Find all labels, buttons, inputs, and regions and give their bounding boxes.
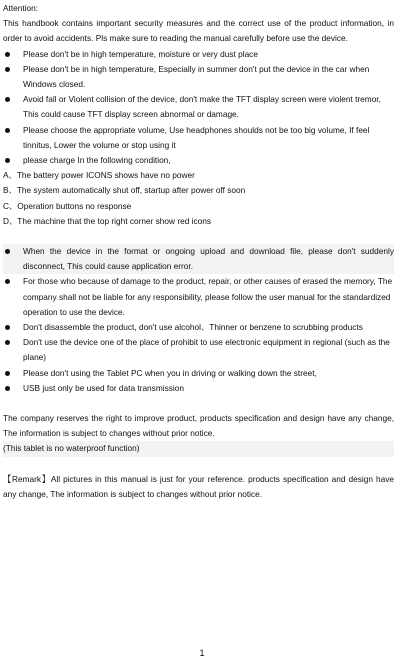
bullet-icon — [5, 128, 10, 133]
list-item: Avoid fall or Violent collision of the device, don't make the TFT display screen were violent tremor, This could cause TFT display screen abnormal or damage. — [3, 92, 394, 122]
spacer — [3, 229, 394, 244]
bullet-icon — [5, 158, 10, 163]
intro-paragraph: This handbook contains important security measures and the correct use of the product information, in order to avoid accidents. Pls make sure to reading the manual carefully before use the device. — [3, 18, 394, 44]
attention-heading: Attention: — [3, 3, 39, 13]
remark-paragraph: 【Remark】All pictures in this manual is just for your reference. products specification and design have any change, The information is subject to changes without prior notice. — [3, 473, 394, 499]
page-number: 1 — [199, 648, 205, 658]
precautions-list — [3, 47, 394, 169]
spacer — [3, 457, 394, 472]
usage-warnings-list — [3, 244, 394, 396]
condition-item: A、The battery power ICONS shows have no power — [3, 170, 195, 181]
bullet-icon — [5, 249, 10, 254]
bullet-icon — [5, 325, 10, 330]
condition-item: B、The system automatically shut off, startup after power off soon — [3, 185, 246, 196]
list-item: Please don't be in high temperature, Especially in summer don't put the device in the car when Windows closed. — [3, 62, 394, 92]
list-item: Don't disassemble the product, don't use alcohol、Thinner or benzene to scrubbing products — [3, 320, 394, 335]
list-item: Please don't be in high temperature, moisture or very dust place — [3, 47, 394, 62]
bullet-icon — [5, 67, 10, 72]
charge-conditions-list — [3, 168, 394, 229]
list-item: Please don't using the Tablet PC when you in driving or walking down the street, — [3, 366, 394, 381]
spacer — [3, 396, 394, 411]
bullet-icon — [5, 97, 10, 102]
list-item: When the device in the format or ongoing upload and download file, please don't suddenly disconnect, This could cause application error. — [3, 244, 394, 274]
bullet-icon — [5, 340, 10, 345]
list-item: please charge In the following condition, — [3, 153, 394, 168]
bullet-icon — [5, 52, 10, 57]
company-note: The company reserves the right to improve product, products specification and design have any change, The information is subject to changes without prior notice. — [3, 413, 394, 439]
bullet-icon — [5, 386, 10, 391]
list-item: USB just only be used for data transmission — [3, 381, 394, 396]
list-item: For those who because of damage to the product, repair, or other causes of erased the memory, The company shall not be liable for any responsibility, please follow the user manual for the standardized operation to use the device. — [3, 274, 394, 320]
condition-item: D、The machine that the top right corner show red icons — [3, 215, 211, 226]
bullet-icon — [5, 279, 10, 284]
list-item: Please choose the appropriate volume, Use headphones shoulds not be too big volume, If feel tinnitus, Lower the volume or stop using it — [3, 123, 394, 153]
bullet-icon — [5, 371, 10, 376]
condition-item: C、Operation buttons no response — [3, 200, 132, 211]
list-item: Don't use the device one of the place of prohibit to use electronic equipment in regional (such as the plane) — [3, 335, 394, 365]
waterproof-note: (This tablet is no waterproof function) — [3, 441, 394, 456]
